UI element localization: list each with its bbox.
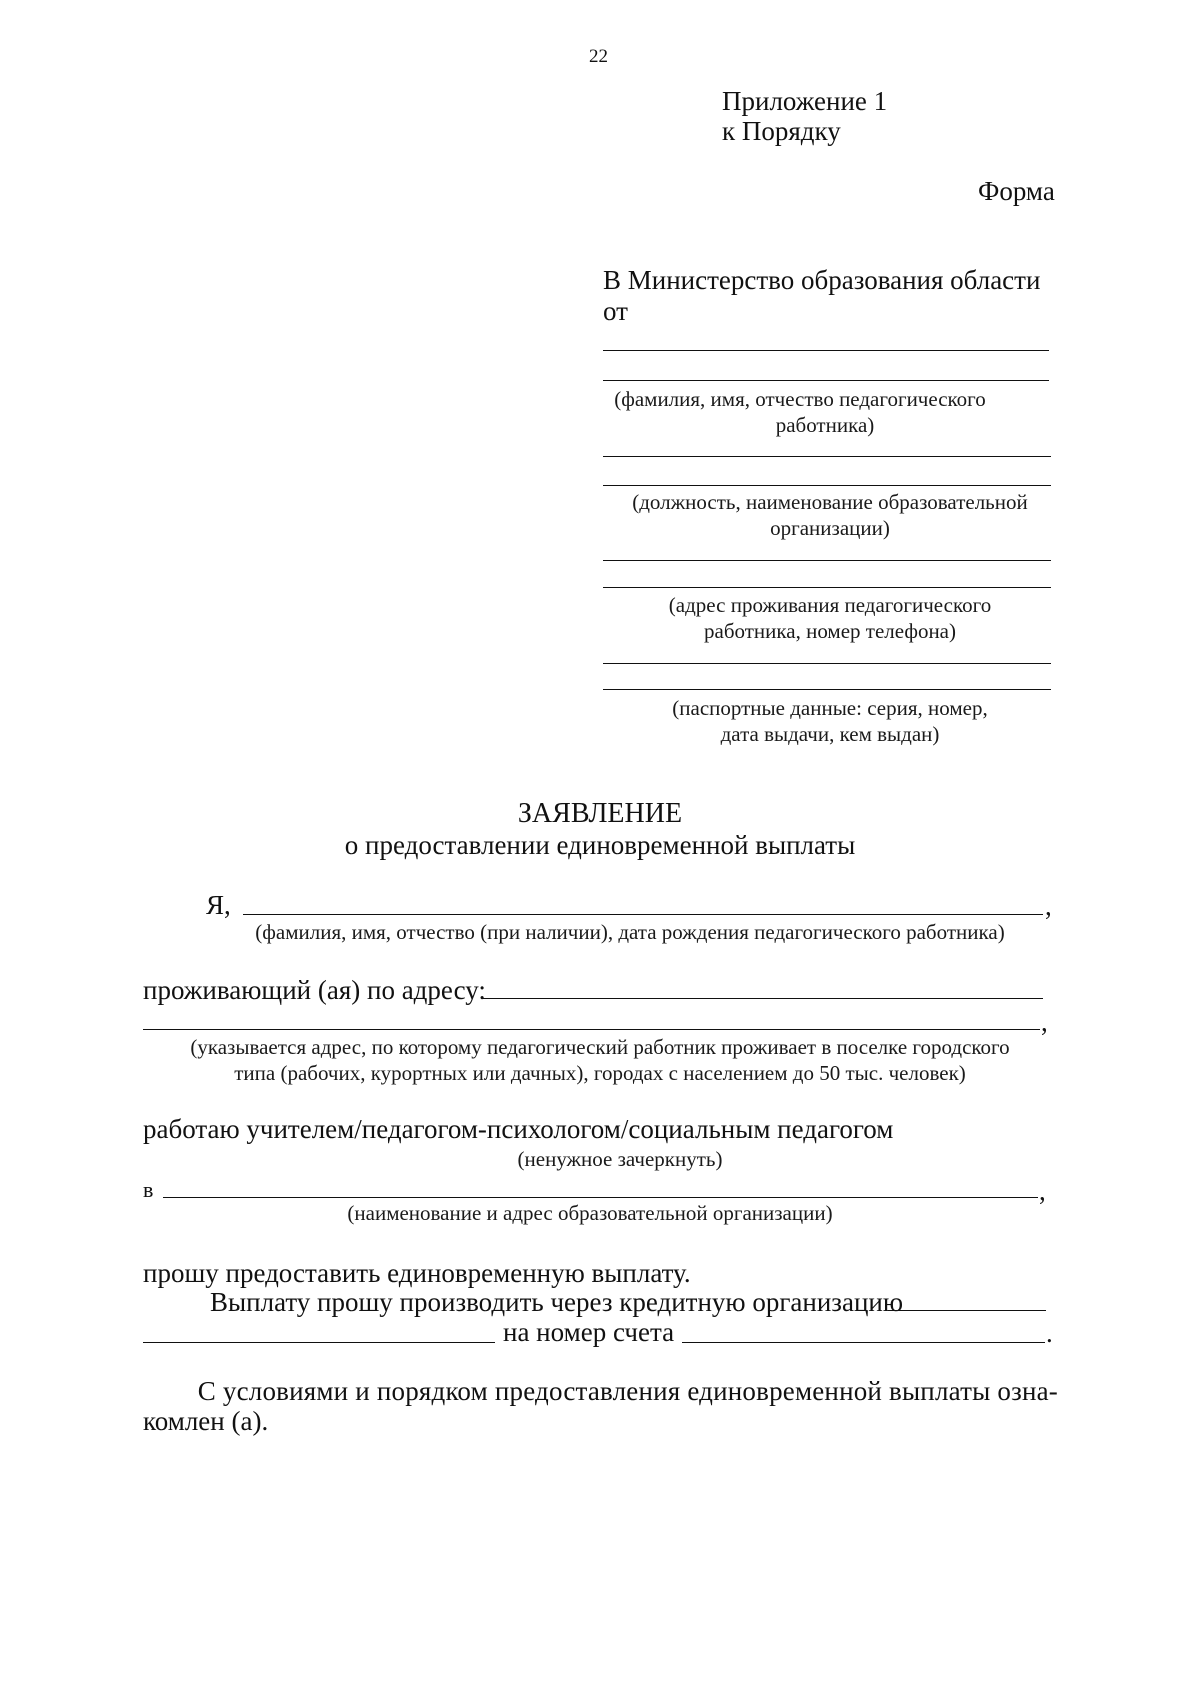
document-subtitle: о предоставлении единовременной выплаты bbox=[344, 830, 856, 860]
document-title: ЗАЯВЛЕНИЕ bbox=[517, 798, 683, 829]
passport-line-2[interactable] bbox=[603, 689, 1051, 690]
position-line-1[interactable] bbox=[603, 456, 1051, 457]
residing-comma: , bbox=[1041, 1007, 1048, 1037]
appendix-label: Приложение 1 bbox=[722, 86, 888, 116]
caption-fio-2: работника) bbox=[775, 413, 875, 437]
residing-label: проживающий (ая) по адресу: bbox=[143, 975, 486, 1005]
caption-residing-1: (указывается адрес, по которому педагогический работник проживает в поселке городского bbox=[190, 1035, 1010, 1059]
address-line-2[interactable] bbox=[603, 587, 1051, 588]
caption-passport-2: дата выдачи, кем выдан) bbox=[720, 722, 940, 746]
page-number: 22 bbox=[589, 46, 608, 67]
position-line-2[interactable] bbox=[603, 485, 1051, 486]
passport-line-1[interactable] bbox=[603, 663, 1051, 664]
caption-org: (наименование и адрес образовательной организации) bbox=[347, 1201, 833, 1225]
org-line[interactable] bbox=[163, 1197, 1038, 1198]
caption-address-1: (адрес проживания педагогического bbox=[668, 593, 992, 617]
address-line-1[interactable] bbox=[603, 560, 1051, 561]
i-label: Я, bbox=[206, 890, 231, 920]
caption-passport-1: (паспортные данные: серия, номер, bbox=[672, 696, 988, 720]
caption-strike: (ненужное зачеркнуть) bbox=[517, 1147, 723, 1171]
caption-fio-full: (фамилия, имя, отчество (при наличии), дата рождения педагогического работника) bbox=[255, 920, 1005, 944]
payment-text: Выплату прошу производить через кредитную организацию bbox=[210, 1287, 904, 1317]
acquainted-line-2: комлен (а). bbox=[143, 1406, 269, 1436]
account-line[interactable] bbox=[682, 1342, 1045, 1343]
caption-residing-2: типа (рабочих, курортных или дачных), городах с населением до 50 тыс. человек) bbox=[234, 1061, 966, 1085]
to-order-label: к Порядку bbox=[722, 116, 841, 146]
acquainted-line-1: С условиями и порядком предоставления единовременной выплаты озна- bbox=[197, 1376, 1058, 1406]
account-period: . bbox=[1046, 1318, 1053, 1348]
request-text: прошу предоставить единовременную выплату. bbox=[143, 1258, 691, 1288]
fio-comma: , bbox=[1045, 891, 1052, 921]
residing-line-1[interactable] bbox=[483, 998, 1043, 999]
residing-line-2[interactable] bbox=[143, 1029, 1040, 1030]
account-label: на номер счета bbox=[503, 1317, 675, 1347]
bank-line[interactable] bbox=[888, 1310, 1046, 1311]
caption-fio-1: (фамилия, имя, отчество педагогического bbox=[614, 387, 986, 411]
from-line-2[interactable] bbox=[603, 380, 1049, 381]
caption-position-1: (должность, наименование образовательной bbox=[632, 490, 1028, 514]
org-comma: , bbox=[1039, 1176, 1046, 1206]
bank-line-2[interactable] bbox=[143, 1342, 495, 1343]
caption-address-2: работника, номер телефона) bbox=[704, 619, 956, 643]
in-label: в bbox=[143, 1177, 154, 1202]
from-line-1[interactable] bbox=[603, 350, 1049, 351]
fio-line[interactable] bbox=[243, 914, 1043, 915]
caption-position-2: организации) bbox=[770, 516, 890, 540]
form-label: Форма bbox=[978, 176, 1055, 206]
ministry-label: В Министерство образования области bbox=[603, 265, 1041, 295]
from-label: от bbox=[603, 296, 628, 326]
working-label: работаю учителем/педагогом-психологом/социальным педагогом bbox=[143, 1114, 894, 1144]
